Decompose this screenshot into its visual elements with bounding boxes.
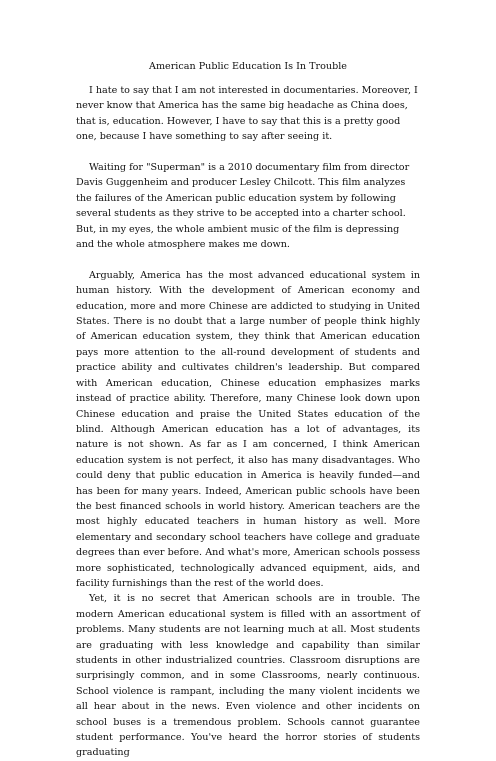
paragraph-film-summary: Waiting for "Superman" is a 2010 documentary film from director Davis Guggenheim and producer Lesley Chilcott. This film analyzes the failures of the American public education system by following several students as they strive to be accepted into a charter school. But, in my eyes, the whole ambient music of the film is depressing and the whole atmosphere makes me down. bbox=[76, 162, 410, 251]
paragraph-advantages: Arguably, America has the most advanced educational system in human history. With the development of American economy and education, more and more Chinese are addicted to studying in United States. There is no doubt that a large number of people think highly of American education system, they think that American education pays more attention to the all-round development of students and practice ability and cultivates children's leadership. But compared with American education, Chinese education emphasizes marks instead of practice ability. Therefore, many Chinese look down upon Chinese education and praise the United States education of the blind. Although American education has a lot of advantages, its nature is not shown. As far as I am concerned, I think American education system is not perfect, it also has many disadvantages. Who could deny that public education in America is heavily funded—and has been for many years. Indeed, American public schools have been the best financed schools in world history. American teachers are the most highly educated teachers in human history as well. More elementary and secondary school teachers have college and graduate degrees than ever before. And what's more, American schools possess more sophisticated, technologically advanced equipment, aids, and facility furnishings than the rest of the world does. bbox=[76, 269, 420, 589]
paragraph-intro: I hate to say that I am not interested in documentaries. Moreover, I never know that America has the same big headache as China does, that is, education. However, I have to say that this is a pretty good one, because I have something to say after seeing it. bbox=[76, 85, 418, 143]
document-body bbox=[76, 83, 420, 761]
paragraph-problems: Yet, it is no secret that American schools are in trouble. The modern American educational system is filled with an assortment of problems. Many students are not learning much at all. Most students are graduating with less knowledge and capability than similar students in other industrialized countries. Classroom disruptions are surprisingly common, and in some Classrooms, nearly continuous. School violence is rampant, including the many violent incidents we all hear about in the news. Even violence and other incidents on school buses is a tremendous problem. Schools cannot guarantee student performance. You've heard the horror stories of students graduating bbox=[76, 593, 420, 759]
document-title: American Public Education Is In Trouble bbox=[149, 61, 347, 72]
